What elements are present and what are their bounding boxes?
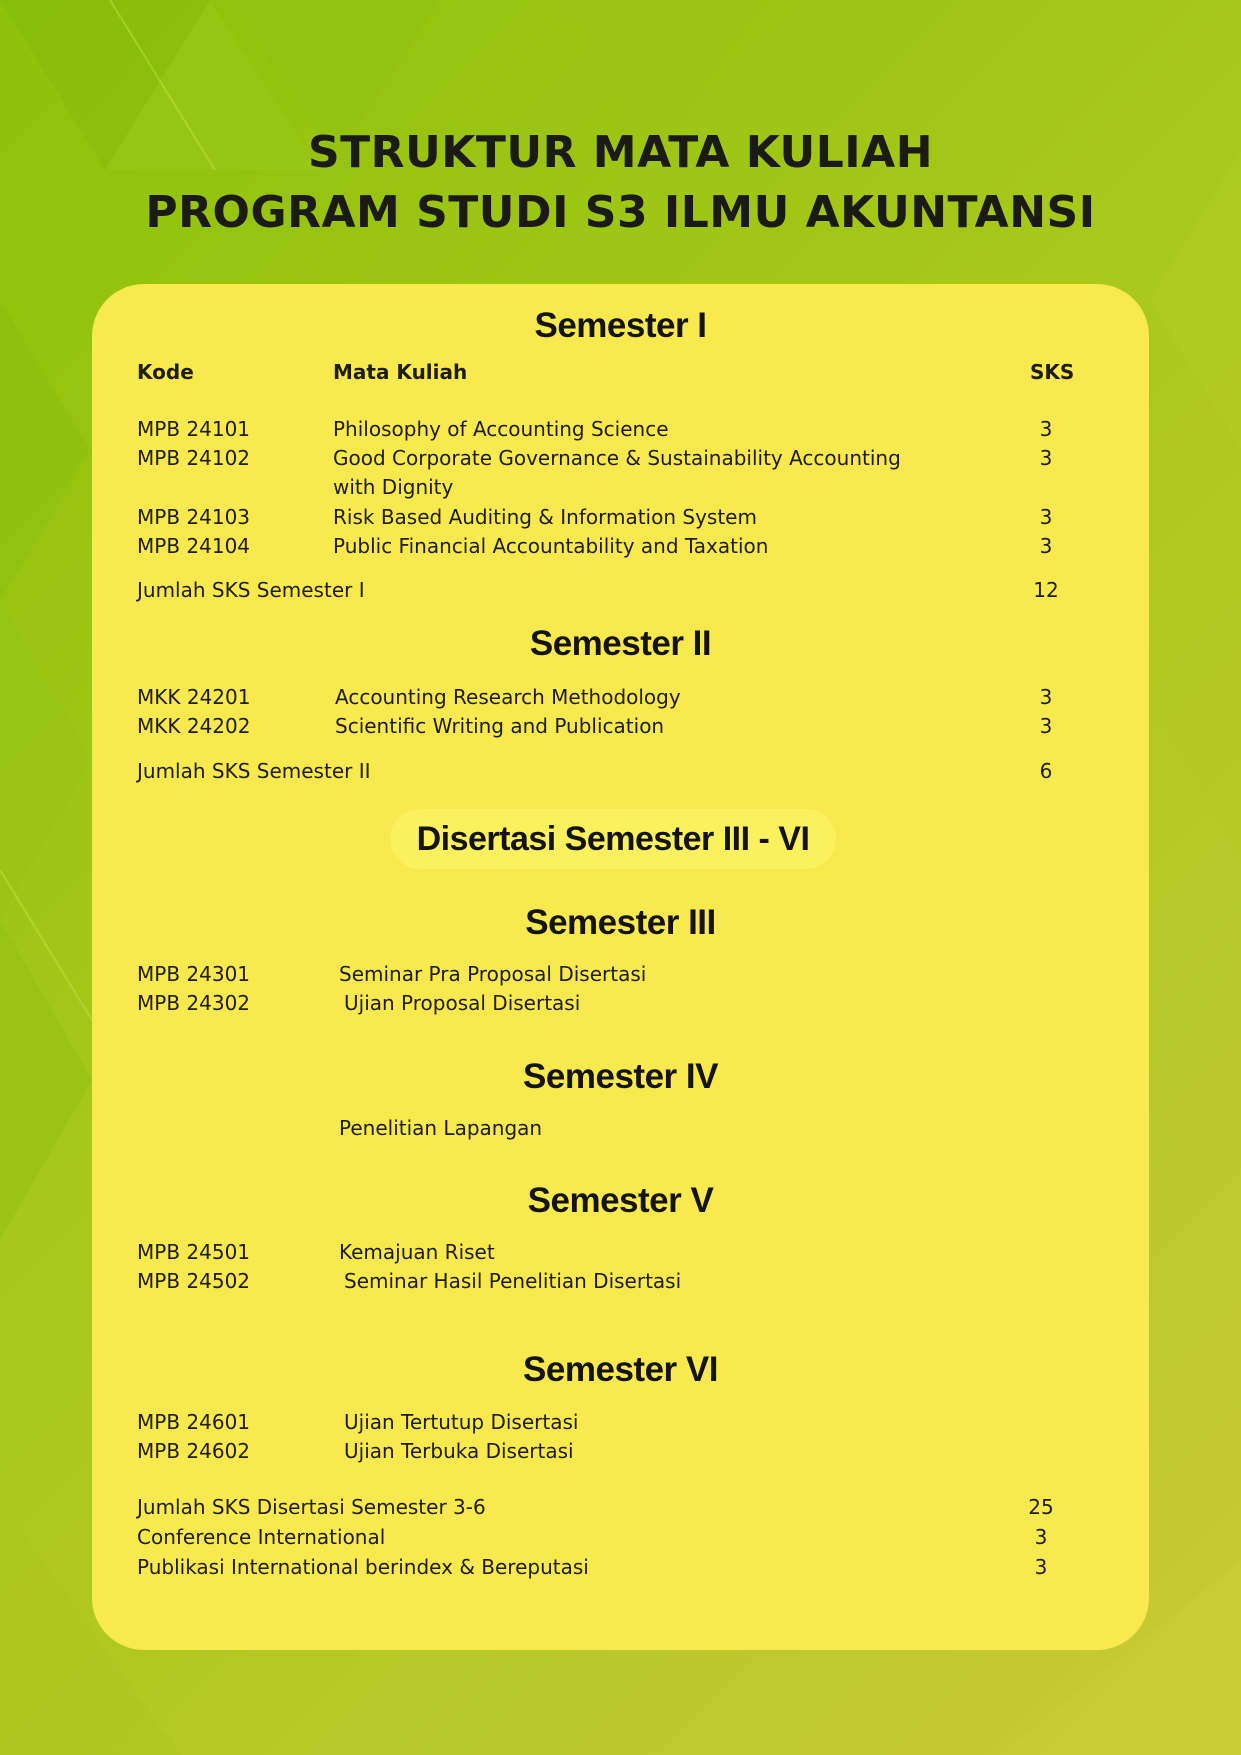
semester-5-title: Semester V: [527, 1181, 714, 1220]
header-kode: Kode: [137, 360, 194, 384]
course-name: Seminar Hasil Penelitian Disertasi: [344, 1269, 682, 1293]
semester-2-total-label: Jumlah SKS Semester II: [137, 759, 371, 783]
course-code: MPB 24501: [137, 1240, 251, 1264]
course-code: MPB 24104: [137, 534, 251, 558]
course-name: Seminar Pra Proposal Disertasi: [339, 962, 647, 986]
course-sks: 3: [1039, 505, 1053, 529]
summary-label: Publikasi International berindex & Bereputasi: [137, 1555, 589, 1579]
summary-label: Jumlah SKS Disertasi Semester 3-6: [137, 1495, 486, 1519]
course-code: MPB 24301: [137, 962, 251, 986]
course-sks: 3: [1039, 714, 1053, 738]
semester-6-title: Semester VI: [523, 1350, 718, 1389]
page-title-line1: STRUKTUR MATA KULIAH: [307, 127, 934, 178]
summary-value: 25: [1028, 1495, 1054, 1519]
course-code: MPB 24502: [137, 1269, 251, 1293]
semester-4-title: Semester IV: [523, 1057, 718, 1096]
semester-3-title: Semester III: [525, 903, 716, 942]
course-code: MPB 24602: [137, 1439, 251, 1463]
summary-value: 3: [1034, 1525, 1048, 1549]
course-name: Public Financial Accountability and Taxation: [333, 534, 769, 558]
course-code: MPB 24101: [137, 417, 251, 441]
semester-1-total-label: Jumlah SKS Semester I: [137, 578, 365, 602]
header-sks: SKS: [1030, 360, 1075, 384]
course-code: MPB 24601: [137, 1410, 251, 1434]
course-name: Ujian Terbuka Disertasi: [344, 1439, 574, 1463]
course-name: Kemajuan Riset: [339, 1240, 495, 1264]
course-name: Accounting Research Methodology: [335, 685, 681, 709]
course-code: MPB 24102: [137, 446, 251, 470]
course-name: Philosophy of Accounting Science: [333, 417, 669, 441]
course-name: Scientific Writing and Publication: [335, 714, 665, 738]
header-mata-kuliah: Mata Kuliah: [333, 360, 468, 384]
course-name: Penelitian Lapangan: [339, 1116, 543, 1140]
course-structure-card: [92, 284, 1149, 1650]
course-name-continued: with Dignity: [333, 475, 454, 499]
course-sks: 3: [1039, 534, 1053, 558]
summary-value: 3: [1034, 1555, 1048, 1579]
course-name: Ujian Proposal Disertasi: [344, 991, 581, 1015]
course-code: MKK 24202: [137, 714, 251, 738]
semester-1-title: Semester I: [534, 306, 707, 345]
summary-label: Conference International: [137, 1525, 386, 1549]
course-name: Ujian Tertutup Disertasi: [344, 1410, 579, 1434]
course-code: MKK 24201: [137, 685, 251, 709]
semester-1-total: 12: [1033, 578, 1059, 602]
page-title-line2: PROGRAM STUDI S3 ILMU AKUNTANSI: [145, 187, 1096, 238]
course-code: MPB 24103: [137, 505, 251, 529]
course-sks: 3: [1039, 685, 1053, 709]
course-sks: 3: [1039, 446, 1053, 470]
course-name: Good Corporate Governance & Sustainability Accounting: [333, 446, 901, 470]
semester-2-title: Semester II: [529, 624, 712, 663]
course-code: MPB 24302: [137, 991, 251, 1015]
disertasi-title: Disertasi Semester III - VI: [416, 820, 810, 858]
course-name: Risk Based Auditing & Information System: [333, 505, 757, 529]
semester-2-total: 6: [1039, 759, 1053, 783]
course-sks: 3: [1039, 417, 1053, 441]
